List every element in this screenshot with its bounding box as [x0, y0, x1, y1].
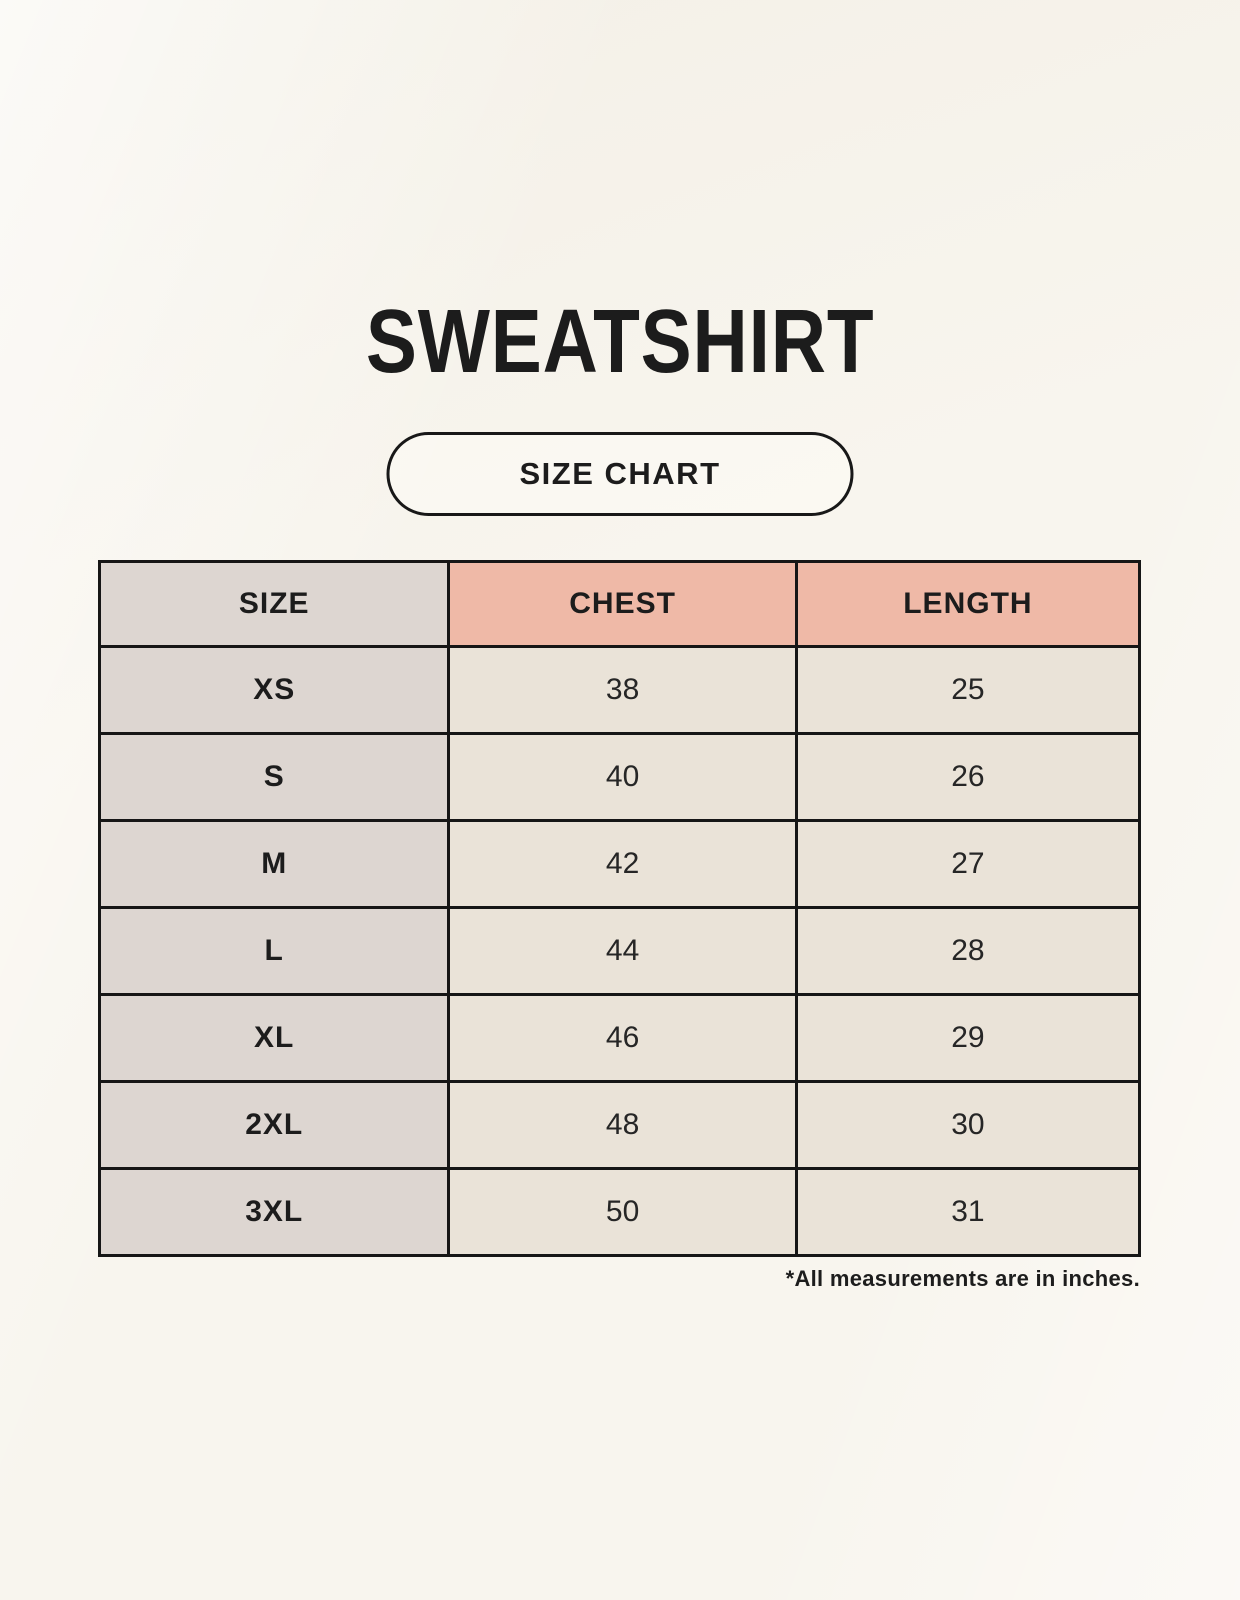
chest-cell: 38	[449, 647, 796, 734]
size-chart-badge	[387, 432, 854, 516]
length-cell: 31	[796, 1169, 1139, 1256]
column-header-length: LENGTH	[796, 562, 1139, 647]
chest-cell: 50	[449, 1169, 796, 1256]
footnote: *All measurements are in inches.	[785, 1266, 1140, 1291]
size-cell: XL	[100, 995, 449, 1082]
size-cell: XS	[100, 647, 449, 734]
chest-cell: 42	[449, 821, 796, 908]
page-title	[0, 292, 1240, 392]
size-table	[98, 560, 1141, 1257]
chest-cell: 40	[449, 734, 796, 821]
table-row	[100, 734, 1140, 821]
length-cell: 30	[796, 1082, 1139, 1169]
table-row	[100, 821, 1140, 908]
chest-cell: 46	[449, 995, 796, 1082]
length-cell: 27	[796, 821, 1139, 908]
chest-cell: 44	[449, 908, 796, 995]
length-cell: 25	[796, 647, 1139, 734]
size-cell: M	[100, 821, 449, 908]
size-cell: L	[100, 908, 449, 995]
size-cell: 2XL	[100, 1082, 449, 1169]
size-cell: 3XL	[100, 1169, 449, 1256]
table-row	[100, 995, 1140, 1082]
page-title-text: SWEATSHIRT	[365, 292, 875, 392]
table-row	[100, 647, 1140, 734]
size-chart-badge-label: SIZE CHART	[519, 456, 721, 491]
table-row	[100, 908, 1140, 995]
column-header-chest: CHEST	[449, 562, 796, 647]
column-header-size: SIZE	[100, 562, 449, 647]
length-cell: 28	[796, 908, 1139, 995]
table-row	[100, 1082, 1140, 1169]
table-row	[100, 1169, 1140, 1256]
chest-cell: 48	[449, 1082, 796, 1169]
header-row	[100, 562, 1140, 647]
length-cell: 29	[796, 995, 1139, 1082]
length-cell: 26	[796, 734, 1139, 821]
size-cell: S	[100, 734, 449, 821]
